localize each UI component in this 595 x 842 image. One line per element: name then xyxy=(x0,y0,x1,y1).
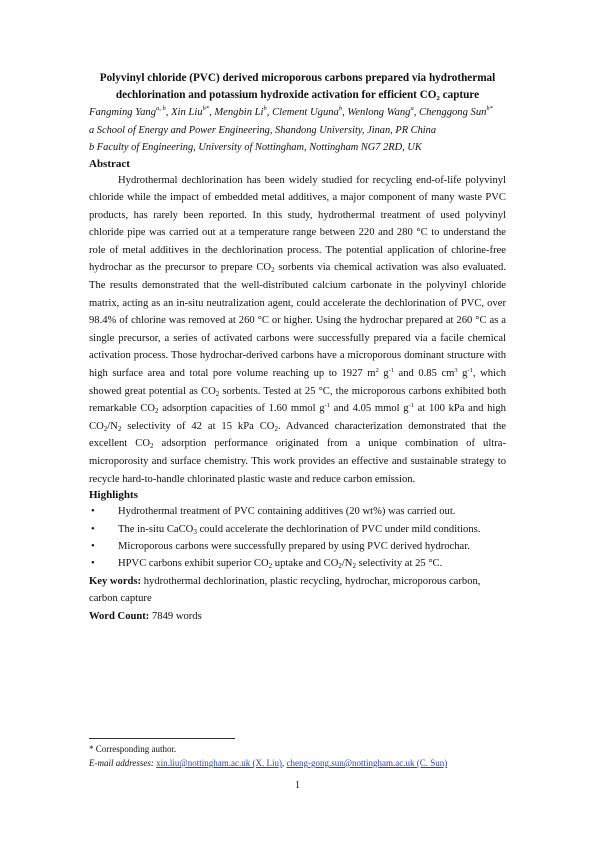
keywords xyxy=(89,573,506,608)
superscript: 2 xyxy=(375,367,379,375)
text-run: adsorption capacities of 1.60 mmol g xyxy=(158,403,325,415)
author-name: Mengbin Li xyxy=(214,107,264,118)
superscript: -1 xyxy=(324,402,330,410)
bullet-icon: • xyxy=(91,558,95,570)
paper-page xyxy=(89,70,506,625)
affiliation-a: a School of Energy and Power Engineering, Shandong University, Jinan, PR China xyxy=(89,124,437,136)
footnote-divider xyxy=(89,738,235,739)
author-list: Fangming Yang$^{a, b}$, Xin Liu$^{b*}$, Mengbin Li$^b$, Clement Uguna$^b$, Wenlong Wang$^a$, Chenggong Sun$^{b*}$ xyxy=(89,105,493,118)
page-number: 1 xyxy=(295,780,300,791)
highlight-item xyxy=(89,538,506,555)
word-count xyxy=(89,608,506,625)
author-name: Clement Uguna xyxy=(272,107,339,118)
highlight-item xyxy=(89,521,506,538)
text-run: /N xyxy=(107,420,118,432)
highlight-item xyxy=(89,555,506,572)
highlights-list xyxy=(89,503,506,573)
text-run: could accelerate the dechlorination of PVC under mild conditions. xyxy=(196,523,481,535)
paper-title: Polyvinyl chloride (PVC) derived microporous carbons prepared via hydrothermal dechlorination and potassium hydroxide activation for efficient CO₂ capture xyxy=(99,72,496,101)
affiliation-b: b Faculty of Engineering, University of Nottingham, Nottingham NG7 2RD, UK xyxy=(89,142,422,153)
bullet-icon: • xyxy=(91,541,95,552)
email-separator: , xyxy=(281,758,287,768)
text-run: The in-situ CaCO xyxy=(118,523,194,535)
author-affil-mark: b* xyxy=(202,105,210,112)
subscript: 2 xyxy=(215,389,220,398)
text-run: Hydrothermal treatment of PVC containing additives (20 wt%) was carried out. xyxy=(118,506,456,518)
text-run: sorbents. Tested at 25 °C, the microporous carbons exhibited both remarkable CO xyxy=(89,385,506,415)
subscript: 2 xyxy=(352,562,356,571)
subscript: 3 xyxy=(193,527,197,536)
corresponding-note: * Corresponding author. xyxy=(89,744,177,754)
email-line xyxy=(89,756,509,770)
author-affil-mark: a xyxy=(410,105,414,112)
subscript: 2 xyxy=(155,407,159,416)
text-run: at 100 kPa and high CO xyxy=(89,403,506,432)
text-run: sorbents via chemical activation was also evaluated. The results demonstrated that the well-distributed calcium carbonate in the polyvinyl chloride matrix, acting as an in-situ neutralization agent, could accelerate the dechlorination of PVC, over 98.4% of chlorine was removed at 260 °C or higher. Using the hydrochar prepared at 260 °C as a single precursor, a series of activated carbons were successfully prepared via a facile chemical activation process. Those hydrochar-derived carbons have a microporous dominant structure with high surface area and total pore volume reaching up to 1927 m xyxy=(89,262,506,380)
author-affil-mark: b* xyxy=(486,105,493,112)
subscript: 2 xyxy=(271,266,275,275)
superscript: -1 xyxy=(467,367,473,375)
text-run: selectivity of 42 at 15 kPa CO xyxy=(121,420,275,432)
author-affil-mark: b xyxy=(263,105,267,112)
author-name: Xin Liu xyxy=(171,107,203,118)
author-name: Wenlong Wang xyxy=(347,107,411,118)
subscript: 2 xyxy=(338,562,342,571)
author-name: Fangming Yang xyxy=(89,107,157,118)
superscript: -1 xyxy=(388,367,394,375)
abstract-heading: Abstract xyxy=(89,157,130,170)
text-run: uptake and CO xyxy=(272,558,339,570)
text-run: HPVC carbons exhibit superior CO xyxy=(118,558,269,570)
text-run: g xyxy=(378,368,389,380)
text-run: Hydrothermal dechlorination has been widely studied for recycling end-of-life polyvinyl chloride while the impact of embedded metal additives, a major component of many waste PVC products, has rarely been reported. In this study, hydrothermal treatment of used polyvinyl chloride pipe was carried out at a temperature range between 220 and 280 °C to understand the role of metal additives in the dechlorination process. The potential application of chlorine-free hydrochar as the precursor to prepare CO xyxy=(89,174,506,274)
word-count-label: Word Count: xyxy=(89,610,150,622)
author-affil-mark: b xyxy=(338,105,343,112)
subscript: 2 xyxy=(274,424,278,433)
text-run: /N xyxy=(341,558,353,570)
subscript: 2 xyxy=(268,562,273,571)
text-run: Microporous carbons were successfully prepared by using PVC derived hydrochar. xyxy=(118,541,470,552)
email-link-liu[interactable]: xin.liu@nottingham.ac.uk (X. Liu) xyxy=(156,758,282,768)
bullet-icon: • xyxy=(91,523,95,535)
text-run: , which showed great potential as CO xyxy=(89,368,506,397)
highlight-item xyxy=(89,503,506,520)
text-run: selectivity at 25 °C. xyxy=(355,558,443,570)
subscript: 2 xyxy=(103,424,108,433)
text-run: and 4.05 mmol g xyxy=(329,403,409,415)
author-affil-mark: a, b xyxy=(156,105,166,112)
keywords-text: hydrothermal dechlorination, plastic recycling, hydrochar, microporous carbon, carbon capture xyxy=(89,575,481,605)
subscript: 2 xyxy=(150,442,154,451)
subscript: 2 xyxy=(117,424,122,433)
text-run: g xyxy=(457,368,468,380)
email-label: E-mail addresses: xyxy=(89,758,157,768)
superscript: -1 xyxy=(408,402,414,410)
email-link-sun[interactable]: cheng-gong.sun@nottingham.ac.uk (C. Sun) xyxy=(286,758,448,768)
word-count-text: 7849 words xyxy=(149,610,202,622)
bullet-icon: • xyxy=(91,506,95,518)
highlights-heading: Highlights xyxy=(89,489,138,502)
superscript: 3 xyxy=(454,367,458,375)
author-name: Chenggong Sun xyxy=(419,107,487,118)
footnote xyxy=(89,742,509,770)
text-run: . Advanced characterization demonstrated that the excellent CO xyxy=(89,420,506,450)
keywords-label: Key words: xyxy=(89,575,142,587)
text-run: adsorption performance originated from a unique combination of ultra-microporosity and surface chemistry. This work provides an effective and sustainable strategy to recycle hard-to-handle chlorinated plastic waste and reduce carbon emission. xyxy=(89,438,506,485)
text-run: and 0.85 cm xyxy=(393,368,455,380)
abstract-body xyxy=(89,172,506,489)
